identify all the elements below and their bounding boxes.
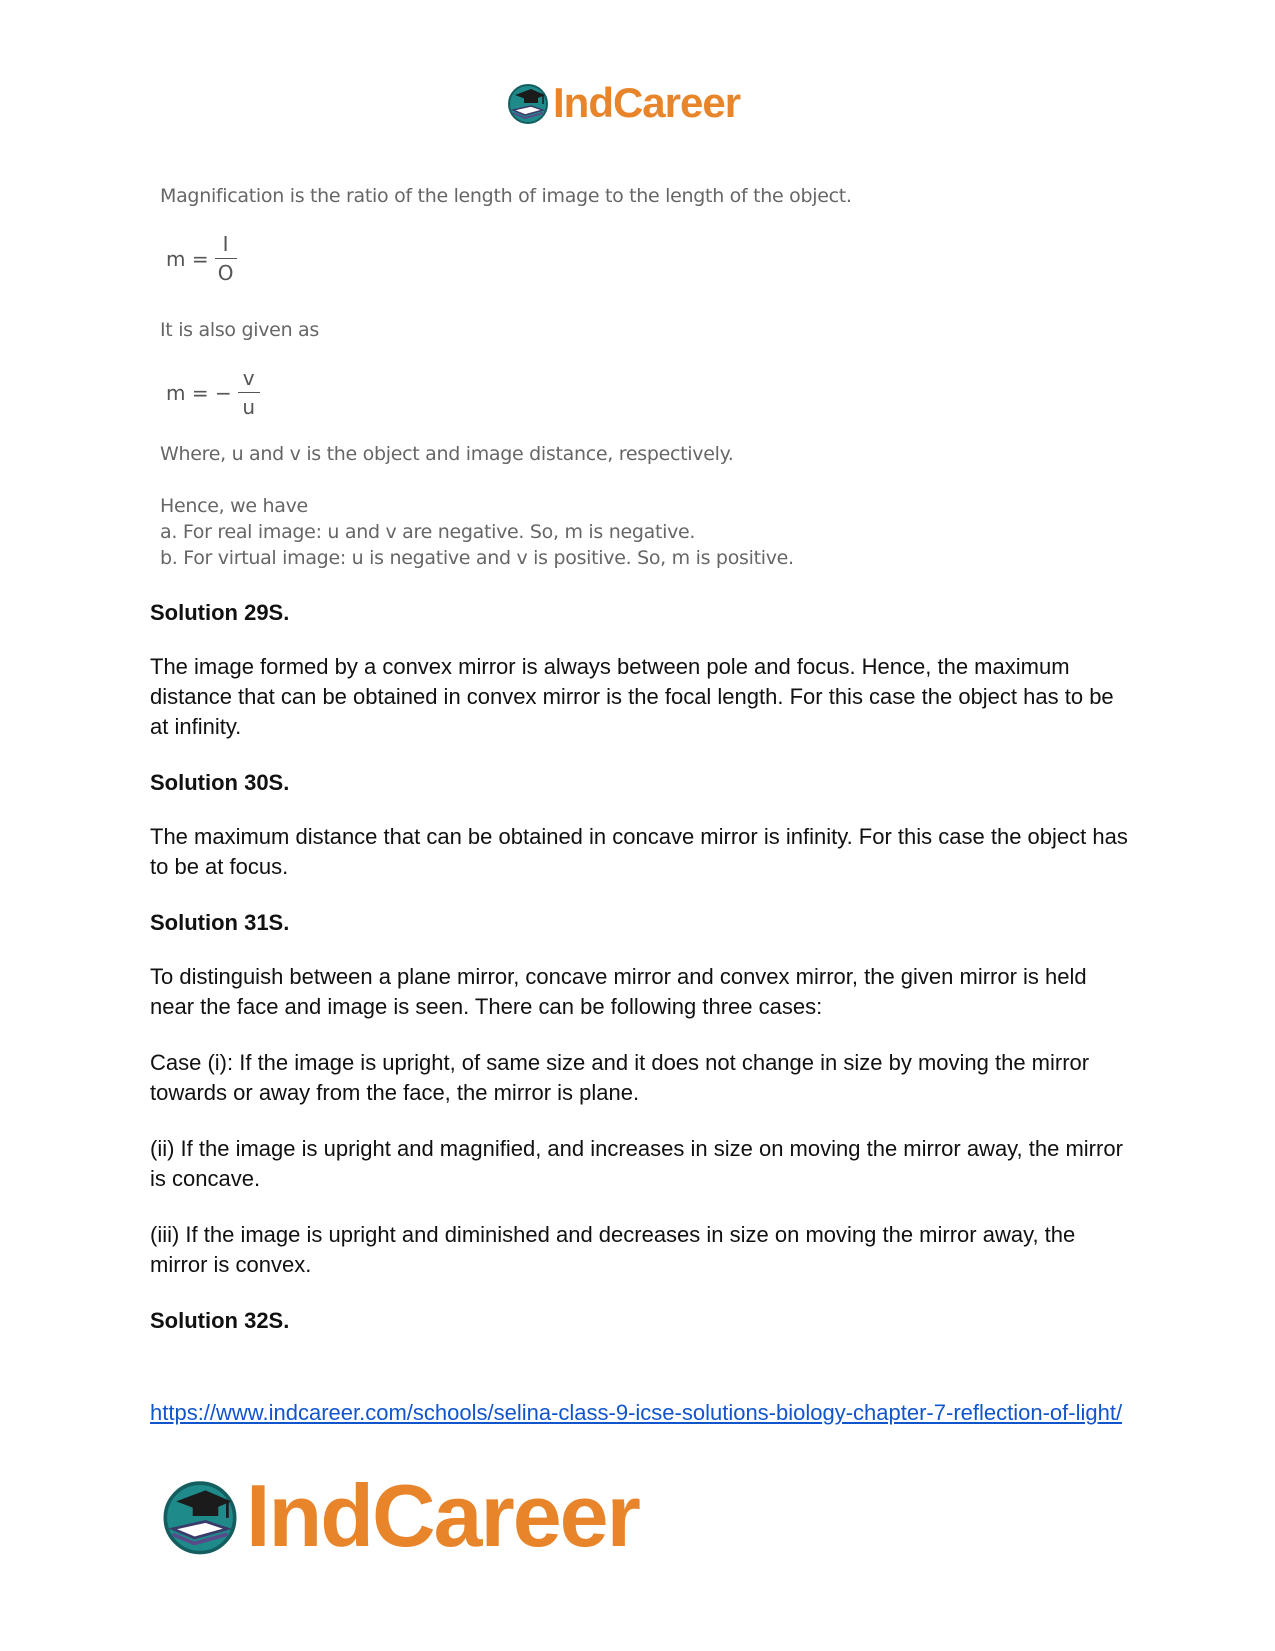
case-i-text: Case (i): If the image is upright, of same size and it does not change in size by moving the mirror towards or away from the face, the mirror is plane. — [150, 1050, 1090, 1105]
snippet-hence: Hence, we have — [160, 495, 308, 517]
fraction-bar — [215, 258, 237, 259]
snippet-intro: Magnification is the ratio of the length of image to the length of the object. — [160, 185, 852, 207]
formula1-lhs: m = — [166, 246, 209, 271]
header-logo — [505, 78, 740, 128]
solution-31-text: To distinguish between a plane mirror, concave mirror and convex mirror, the given mirror is held near the face and image is seen. There can be following three cases: — [150, 964, 1087, 1019]
formula2-lhs: m = − — [166, 380, 232, 405]
case-iii-text: (iii) If the image is upright and diminished and decreases in size on moving the mirror away, the mirror is convex. — [150, 1222, 1076, 1277]
formula1-fraction — [215, 233, 237, 284]
formula1-denominator: O — [217, 261, 234, 285]
logo-text: IndCareer — [246, 1466, 639, 1565]
logo-text: IndCareer — [553, 79, 741, 126]
formula2-denominator: u — [242, 395, 256, 419]
solution-29-heading: Solution 29S. — [150, 600, 290, 625]
formula1-numerator: I — [222, 232, 229, 256]
snippet-point-b: b. For virtual image: u is negative and v is positive. So, m is positive. — [160, 547, 794, 569]
snippet-point-a: a. For real image: u and v are negative. So, m is negative. — [160, 521, 696, 543]
graduation-cap-book-globe-icon — [158, 1474, 242, 1558]
solution-32-heading: Solution 32S. — [150, 1308, 290, 1333]
graduation-cap-book-globe-icon — [505, 80, 551, 126]
case-ii-text: (ii) If the image is upright and magnified, and increases in size on moving the mirror away, the mirror is concave. — [150, 1136, 1123, 1191]
snippet-also-given: It is also given as — [160, 319, 319, 341]
fraction-bar — [238, 392, 260, 393]
footer-logo — [158, 1468, 639, 1564]
solution-30-heading: Solution 30S. — [150, 770, 290, 795]
snippet-where: Where, u and v is the object and image distance, respectively. — [160, 443, 734, 465]
solution-30-text: The maximum distance that can be obtained in concave mirror is infinity. For this case the object has to be at focus. — [150, 824, 1128, 879]
solution-31-heading: Solution 31S. — [150, 910, 290, 935]
formula-m-equals-minus-v-over-u — [166, 367, 260, 418]
formula-m-equals-i-over-o — [166, 233, 237, 284]
formula2-numerator: v — [242, 366, 255, 390]
source-link[interactable]: https://www.indcareer.com/schools/selina-class-9-icse-solutions-biology-chapter-7-reflection-of-light/ — [150, 1400, 1123, 1425]
formula2-fraction — [238, 367, 260, 418]
solution-29-text: The image formed by a convex mirror is always between pole and focus. Hence, the maximum distance that can be obtained in convex mirror is the focal length. For this case the object has to be at infinity. — [150, 654, 1114, 739]
